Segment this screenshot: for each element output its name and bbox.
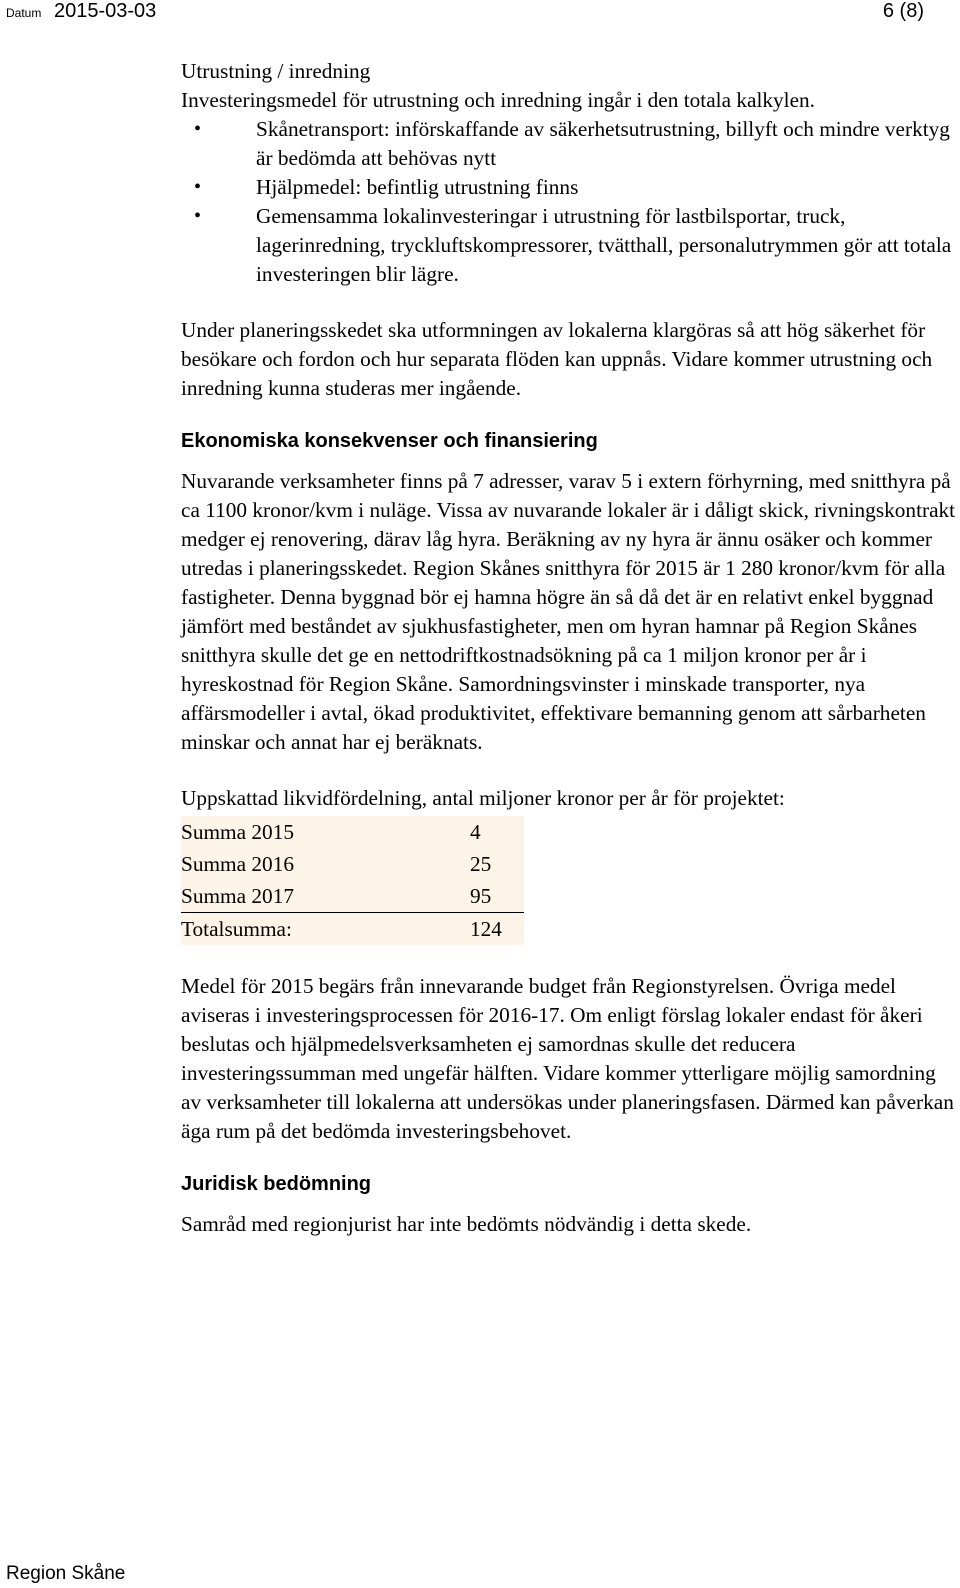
page-header: [0, 0, 960, 26]
equipment-intro: Investeringsmedel för utrustning och inredning ingår i den totala kalkylen.: [181, 88, 816, 112]
bullet-icon: •: [194, 205, 202, 227]
list-item: [181, 173, 956, 202]
table-row: [181, 848, 524, 880]
bullet-icon: •: [194, 118, 202, 140]
table-row: [181, 913, 524, 946]
list-item: [181, 115, 956, 173]
footer-organization: Region Skåne: [6, 1563, 126, 1584]
table-cell-value: 124: [466, 913, 524, 946]
table-cell-label: Summa 2016: [181, 848, 466, 880]
legal-paragraph: Samråd med regionjurist har inte bedömts nödvändig i detta skede.: [181, 1212, 752, 1236]
table-cell-value: 25: [466, 848, 524, 880]
liquidity-table: [181, 816, 524, 945]
date-value: 2015-03-03: [54, 0, 157, 22]
equipment-title: Utrustning / inredning: [181, 59, 371, 83]
table-cell-value: 95: [466, 880, 524, 913]
table-row: [181, 816, 524, 848]
bullet-text: Hjälpmedel: befintlig utrustning finns: [256, 175, 579, 199]
page-number: 6 (8): [882, 0, 924, 22]
legal-heading: Juridisk bedömning: [181, 1173, 372, 1195]
table-cell-label: Totalsumma:: [181, 913, 466, 946]
document-body: [181, 57, 956, 1239]
economics-paragraph: Nuvarande verksamheter finns på 7 adresser, varav 5 i extern förhyrning, med snitthyra på ca 1100 kronor/kvm i nuläge. Vissa av nuvarande lokaler är i dåligt skick, rivningskontrakt medger ej renovering, därav låg hyra. Beräkning av ny hyra är ännu osäker och kommer utredas i planeringsskedet. Region Skånes snitthyra för 2015 är 1 280 kronor/kvm för alla fastigheter. Denna byggnad bör ej hamna högre än så då det är en relativt enkel byggnad jämfört med beståndet av sjukhusfastigheter, men om hyran hamnar på Region Skånes snitthyra skulle det ge en nettodriftkostnadsökning på ca 1 miljon kronor per år i hyreskostnad för Region Skåne. Samordningsvinster i minskade transporter, nya affärsmodeller i avtal, ökad produktivitet, effektivare bemanning genom att sårbarheten minskar och annat har ej beräknats.: [181, 469, 956, 754]
equipment-bullet-list: [181, 115, 956, 289]
table-row: [181, 880, 524, 913]
bullet-icon: •: [194, 176, 202, 198]
table-cell-label: Summa 2017: [181, 880, 466, 913]
table-caption: Uppskattad likvidfördelning, antal miljoner kronor per år för projektet:: [181, 786, 785, 810]
funding-paragraph: Medel för 2015 begärs från innevarande budget från Regionstyrelsen. Övriga medel aviseras i investeringsprocessen för 2016-17. Om enligt förslag lokaler endast för åkeri beslutas och hjälpmedelsverksamheten ej samordnas skulle det reducera investeringssumman med ungefär hälften. Vidare kommer ytterligare möjlig samordning av verksamheter till lokalerna att undersökas under planeringsfasen. Därmed kan påverkan äga rum på det bedömda investeringsbehovet.: [181, 974, 954, 1143]
bullet-text: Gemensamma lokalinvesteringar i utrustning för lastbilsportar, truck, lagerinredning, tryckluftskompressorer, tvätthall, personalutrymmen gör att totala investeringen blir lägre.: [256, 204, 952, 286]
bullet-text: Skånetransport: införskaffande av säkerhetsutrustning, billyft och mindre verktyg är bedömda att behövas nytt: [256, 117, 950, 170]
table-cell-label: Summa 2015: [181, 816, 466, 848]
date-label: Datum: [6, 6, 42, 20]
planning-paragraph: Under planeringsskedet ska utformningen av lokalerna klargöras så att hög säkerhet för besökare och fordon och hur separata flöden kan uppnås. Vidare kommer utrustning och inredning kunna studeras mer ingående.: [181, 318, 933, 400]
economics-heading: Ekonomiska konsekvenser och finansiering: [181, 430, 598, 452]
table-cell-value: 4: [466, 816, 524, 848]
list-item: [181, 202, 956, 289]
